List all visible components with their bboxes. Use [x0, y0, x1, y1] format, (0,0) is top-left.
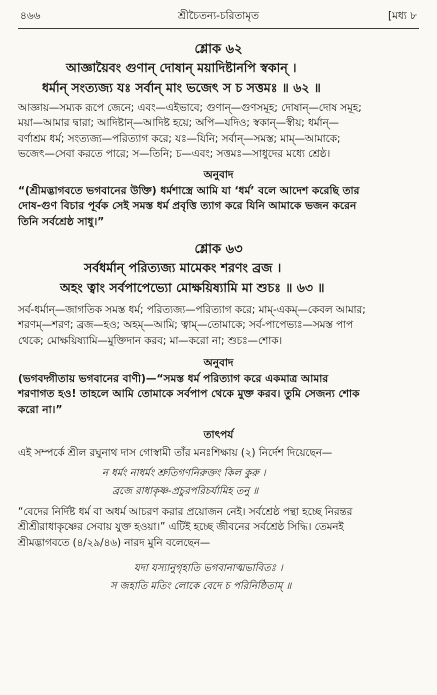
- translation-line: “(শ্রীমদ্ভাগবতে ভগবানের উক্তি) ধর্মশাস্ত্রে আমি যা ‘ধর্ম’ বলে আদেশ করেছি তার: [18, 185, 360, 197]
- translation-line: তিনি সর্বশ্রেষ্ঠ সাধু।”: [18, 215, 105, 228]
- page-header: [20, 9, 417, 25]
- sloka-63-anuvad-label: অনুবাদ: [203, 357, 234, 369]
- synonyms-line: ময়া—আমার দ্বারা; আদিষ্টান্—আদিষ্ট হয়ে; অপি—যদিও; স্বকান্—স্বীয়; ধর্মান্—: [18, 117, 339, 130]
- sloka-62-anuvad-label: অনুবাদ: [203, 169, 234, 181]
- purport-line: “বেদের নির্দিষ্ট ধর্ম বা অধর্ম আচরণ করার প্রয়োজন নেই। সর্বশ্রেষ্ঠ পন্থা হচ্ছে নিরন্তর: [18, 506, 353, 518]
- sloka-62-synonyms: [18, 101, 419, 162]
- synonyms-line: সর্ব-ধর্মান্—জাগতিক সমস্ত ধর্ম; পরিত্যজ্য—পরিত্যাগ করে; মাম্-একম্—কেবল আমার;: [18, 304, 366, 316]
- purport-quote2-line2: স জহাতি মতিং লোকে বেদে চ পরিনিষ্ঠিতাম্ ॥: [110, 581, 292, 592]
- header-divider: [18, 28, 419, 29]
- sloka-63-verse-line1: সর্বধর্মান্ পরিত্যজ্য মামেকং শরণং ব্রজ ।: [84, 260, 282, 275]
- purport-line: শ্রীমদ্ভাগবতে (৪/২৯/৪৬) নারদ মুনি বলেছেন—: [18, 536, 211, 549]
- synonyms-line: শরণম্—শরণ; ব্রজ—হও; অহম্—আমি; ত্বাম্—তোমাকে; সর্ব-পাপেভ্যঃ—সমস্ত পাপ: [18, 319, 354, 332]
- synonyms-line: থেকে; মোক্ষয়িষ্যামি—মুক্তিদান করব; মা—করো না; শুচঃ—শোক।: [18, 334, 283, 347]
- sloka-62-translation: [18, 184, 419, 230]
- purport-body: [18, 505, 419, 551]
- purport-quote1-line2: ব্রজে রাধাকৃষ্ণ-প্রচুরপরিচর্যামিহ তনু ॥: [112, 486, 259, 497]
- purport-quote1-line1: ন ধর্মং নাধর্মং শ্রুতিগণনিরুক্তং কিল কুরু ।: [102, 468, 266, 479]
- chapter-label: [মধ্য ৮: [387, 10, 417, 22]
- sloka-63-translation: [18, 372, 419, 418]
- translation-line: শরণাগত হও! তাহলে আমি তোমাকে সর্বপাপ থেকে মুক্ত করব। তুমি সেজন্য শোক: [18, 388, 360, 401]
- sloka-62-verse-line1: আজ্ঞায়ৈবং গুণান্ দোষান্ ময়াদিষ্টানপি স্বকান্ ।: [66, 60, 297, 75]
- page-number: ৪৬৬: [20, 10, 41, 22]
- purport-line: শ্রীশ্রীরাধাকৃষ্ণের সেবায় যুক্ত হওয়া।” এটিই হচ্ছে জীবনের সর্বশ্রেষ্ঠ সিদ্ধি। তেমনই: [18, 521, 344, 534]
- purport-intro: এই সম্পর্কে শ্রীল রঘুনাথ দাস গোস্বামী তাঁর মনঃশিক্ষায় (২) নির্দেশ দিয়েছেন—: [18, 447, 333, 459]
- sloka-63-synonyms: [18, 303, 419, 349]
- synonyms-line: ভজেৎ—সেবা করতে পারে; স—তিনি; চ—এবং; সত্তমঃ—সাধুদের মধ্যে শ্রেষ্ঠ।: [18, 147, 331, 160]
- sloka-63-verse-line2: অহং ত্বাং সর্বপাপেভ্যো মোক্ষয়িষ্যামি মা শুচঃ ॥ ৬৩ ॥: [60, 280, 325, 295]
- translation-line: করো না।”: [18, 403, 63, 416]
- purport-quote2-line1: যদা যস্যানুগৃহাতি ভগবানাত্মভাবিতঃ ।: [134, 563, 283, 574]
- translation-line: (ভগবদ্গীতায় ভগবানের বাণী)—“সমস্ত ধর্ম পরিত্যাগ করে একমাত্র আমার: [18, 373, 329, 385]
- sloka-62-title: শ্লোক ৬২: [194, 42, 243, 57]
- book-title: শ্রীচৈতন্য-চরিতামৃত: [177, 10, 260, 22]
- purport-label: তাৎপর্য: [203, 429, 234, 441]
- translation-line: দোষ-গুণ বিচার পূর্বক সেই সমস্ত ধর্ম প্রবৃত্তি ত্যাগ করে যিনি আমাকে ভজন করেন: [18, 200, 357, 213]
- synonyms-line: বর্ণাশ্রম ধর্ম; সংত্যজ্য—পরিত্যাগ করে; যঃ—যিনি; সর্বান্—সমস্ত; মাম্—আমাকে;: [18, 132, 341, 145]
- sloka-63-title: শ্লোক ৬৩: [194, 242, 243, 257]
- sloka-62-verse-line2: ধর্মান্ সংত্যজ্য যঃ সর্বান্ মাং ভজেৎ স চ সত্তমঃ ॥ ৬২ ॥: [42, 80, 321, 95]
- synonyms-line: আজ্ঞায়—সম্যক রূপে জেনে; এবং—এইভাবে; গুণান্—গুণসমূহ; দোষান্—দোষ সমূহ;: [18, 102, 362, 114]
